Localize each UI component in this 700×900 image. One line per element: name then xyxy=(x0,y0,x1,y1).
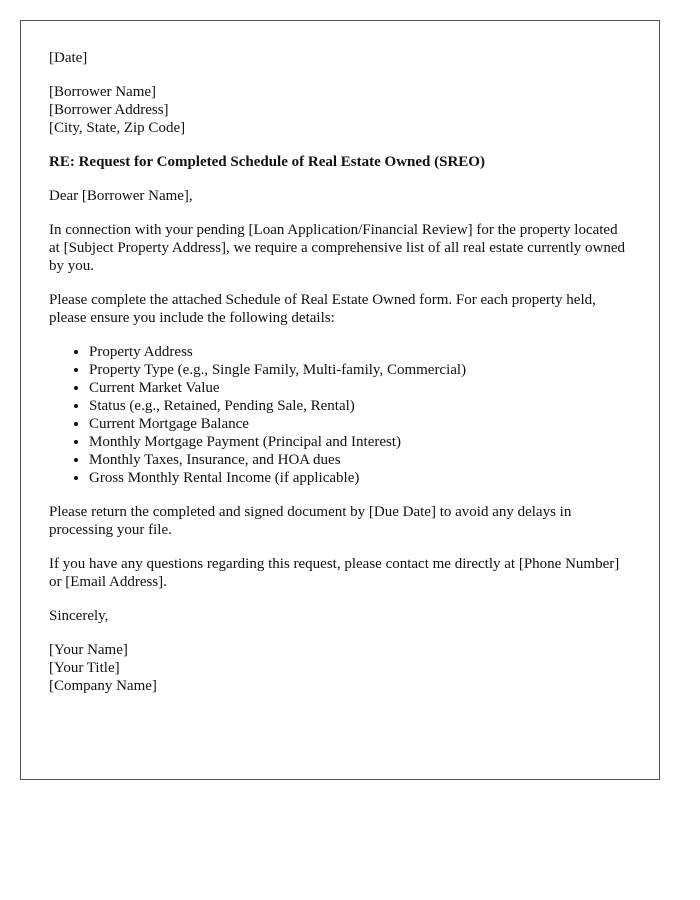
list-item: • Current Market Value xyxy=(89,379,631,397)
signature-block xyxy=(49,641,631,695)
recipient-city-state-zip: [City, State, Zip Code] xyxy=(49,120,186,136)
contact-paragraph: If you have any questions regarding this request, please contact me directly at [Phone Number] or [Email Address]. xyxy=(49,556,620,590)
subject-line: RE: Request for Completed Schedule of Real Estate Owned (SREO) xyxy=(49,154,485,170)
letter-date: [Date] xyxy=(49,50,88,66)
instructions-paragraph: Please complete the attached Schedule of Real Estate Owned form. For each property held, please ensure you include the following details: xyxy=(49,292,596,326)
recipient-address: [Borrower Address] xyxy=(49,102,169,118)
intro-paragraph: In connection with your pending [Loan Application/Financial Review] for the property located at [Subject Property Address], we require a comprehensive list of all real estate currently owned by you. xyxy=(49,222,626,274)
list-item: • Monthly Mortgage Payment (Principal and Interest) xyxy=(89,433,631,451)
list-item: • Current Mortgage Balance xyxy=(89,415,631,433)
letter-page xyxy=(20,20,660,780)
closing: Sincerely, xyxy=(49,608,109,624)
recipient-name: [Borrower Name] xyxy=(49,84,157,100)
signer-company: [Company Name] xyxy=(49,678,157,694)
salutation: Dear [Borrower Name], xyxy=(49,188,193,204)
signer-name: [Your Name] xyxy=(49,642,128,658)
return-paragraph: Please return the completed and signed document by [Due Date] to avoid any delays in processing your file. xyxy=(49,504,572,538)
list-item: • Property Address xyxy=(89,343,631,361)
list-item: • Status (e.g., Retained, Pending Sale, Rental) xyxy=(89,397,631,415)
list-item: • Gross Monthly Rental Income (if applicable) xyxy=(89,469,631,487)
list-item: • Monthly Taxes, Insurance, and HOA dues xyxy=(89,451,631,469)
signer-title: [Your Title] xyxy=(49,660,120,676)
details-list xyxy=(49,343,631,487)
recipient-address-block xyxy=(49,83,631,137)
list-item: • Property Type (e.g., Single Family, Multi-family, Commercial) xyxy=(89,361,631,379)
